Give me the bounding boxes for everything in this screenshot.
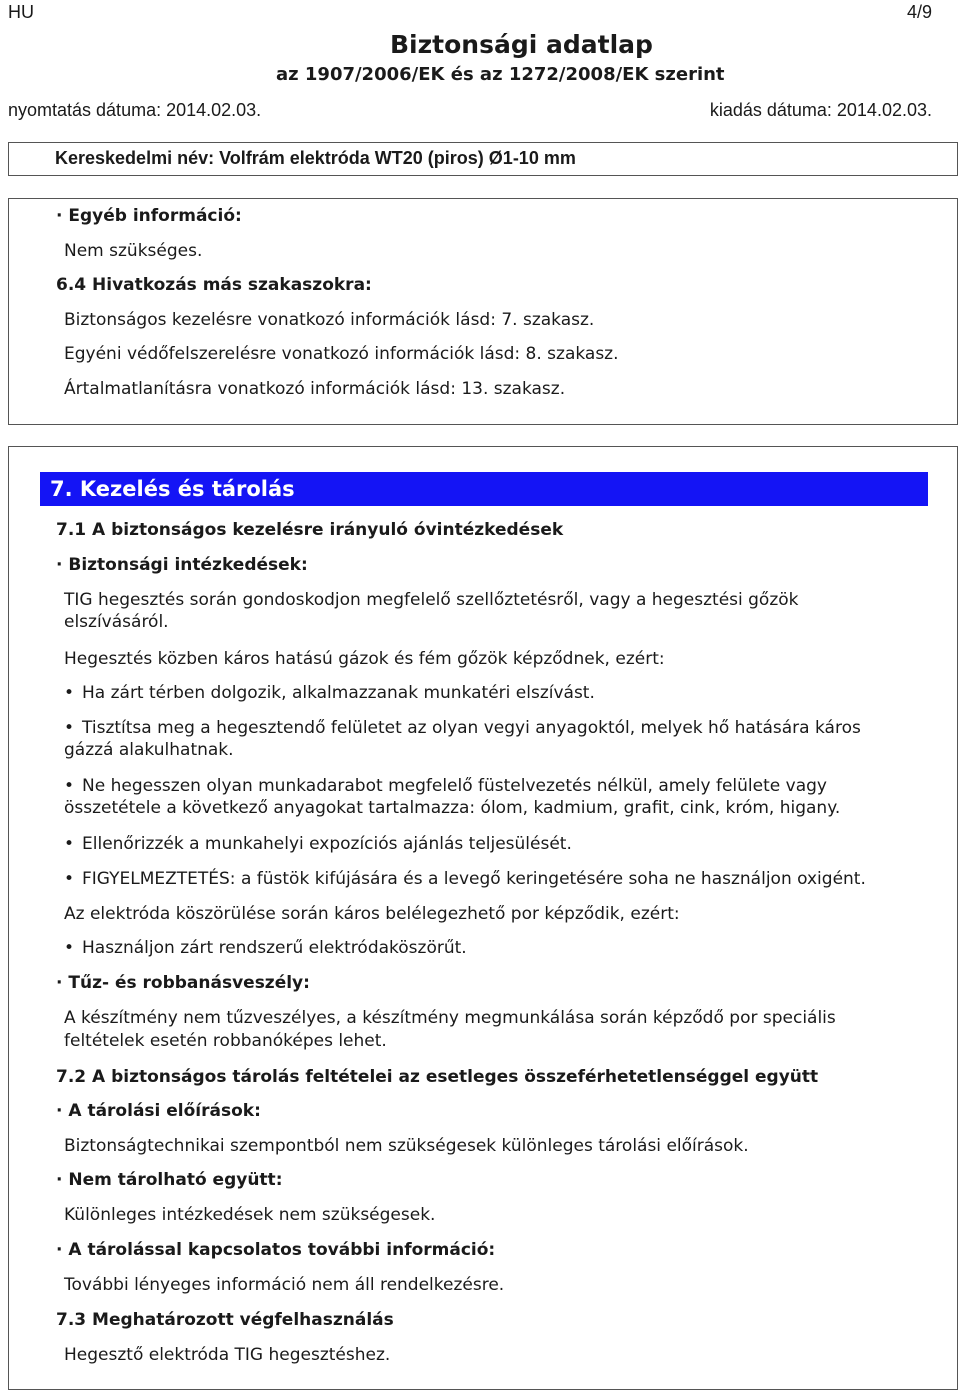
- bullet-fume-line-2: összetétele a következő anyagokat tartalmazza: ólom, kadmium, grafit, cink, króm, higany.: [64, 798, 841, 818]
- incompatible-storage-text: Különleges intézkedések nem szükségesek.: [64, 1205, 436, 1225]
- section-7-title: 7. Kezelés és tárolás: [50, 477, 295, 501]
- bullet-exposure: • Ellenőrizzék a munkahelyi expozíciós ajánlás teljesülését.: [82, 833, 572, 855]
- storage-requirements-label: · A tárolási előírások:: [56, 1101, 261, 1121]
- print-date: nyomtatás dátuma: 2014.02.03.: [8, 100, 262, 120]
- bullet-grinder: • Használjon zárt rendszerű elektródaköszörűt.: [82, 937, 467, 959]
- reference-line-protection: Egyéni védőfelszerelésre vonatkozó információk lásd: 8. szakasz.: [64, 344, 619, 364]
- further-storage-info-label: · A tárolással kapcsolatos további információ:: [56, 1240, 496, 1260]
- section-7-2-heading: 7.2 A biztonságos tárolás feltételei az esetleges összeférhetetlenséggel együtt: [56, 1067, 819, 1087]
- document-subtitle: az 1907/2006/EK és az 1272/2008/EK szerint: [276, 64, 725, 85]
- reference-line-disposal: Ártalmatlanításra vonatkozó információk lásd: 13. szakasz.: [64, 379, 566, 399]
- bullet-clean-surface-line-1: • Tisztítsa meg a hegesztendő felületet az olyan vegyi anyagoktól, melyek hő hatására káros: [82, 717, 861, 739]
- section-7-title-bar: [40, 472, 928, 506]
- section-7-1-heading: 7.1 A biztonságos kezelésre irányuló óvintézkedések: [56, 520, 564, 540]
- fire-line-1: A készítmény nem tűzveszélyes, a készítmény megmunkálása során képződő por speciális: [64, 1008, 836, 1028]
- further-storage-info-text: További lényeges információ nem áll rendelkezésre.: [64, 1275, 505, 1295]
- trade-name-box: [8, 142, 958, 176]
- other-info-text: Nem szükséges.: [64, 241, 203, 261]
- bullet-fume-line-1: • Ne hegesszen olyan munkadarabot megfelelő füstelvezetés nélkül, amely felülete vagy: [82, 775, 827, 797]
- bullet-extraction: • Ha zárt térben dolgozik, alkalmazzanak munkatéri elszívást.: [82, 682, 595, 704]
- storage-requirements-text: Biztonságtechnikai szempontból nem szükségesek különleges tárolási előírások.: [64, 1136, 749, 1156]
- trade-name: Kereskedelmi név: Volfrám elektróda WT20 (piros) Ø1-10 mm: [55, 148, 576, 168]
- section-7-3-text: Hegesztő elektróda TIG hegesztéshez.: [64, 1345, 391, 1365]
- page-number: 4/9: [906, 2, 932, 22]
- issue-date: kiadás dátuma: 2014.02.03.: [709, 100, 932, 120]
- bullet-clean-surface-line-2: gázzá alakulhatnak.: [64, 740, 234, 760]
- bullet-warning-oxygen: • FIGYELMEZTETÉS: a füstök kifújására és a levegő keringetésére soha ne használjon oxigént.: [82, 868, 866, 890]
- grinding-intro: Az elektróda köszörülése során káros belélegezhető por képződik, ezért:: [64, 904, 680, 924]
- tig-line-2: elszívásáról.: [64, 612, 169, 632]
- welding-intro: Hegesztés közben káros hatású gázok és fém gőzök képződnek, ezért:: [64, 649, 665, 669]
- fire-explosion-label: · Tűz- és robbanásveszély:: [56, 973, 310, 993]
- tig-line-1: TIG hegesztés során gondoskodjon megfelelő szellőztetésről, vagy a hegesztési gőzök: [64, 590, 799, 610]
- incompatible-storage-label: · Nem tárolható együtt:: [56, 1170, 283, 1190]
- other-info-label: · Egyéb információ:: [56, 206, 242, 226]
- document-title: Biztonsági adatlap: [390, 30, 653, 59]
- safety-measures-label: · Biztonsági intézkedések:: [56, 555, 308, 575]
- fire-line-2: feltételek esetén robbanóképes lehet.: [64, 1031, 387, 1051]
- language-code: HU: [8, 2, 34, 22]
- reference-heading: 6.4 Hivatkozás más szakaszokra:: [56, 275, 372, 295]
- reference-line-handling: Biztonságos kezelésre vonatkozó információk lásd: 7. szakasz.: [64, 310, 595, 330]
- section-7-3-heading: 7.3 Meghatározott végfelhasználás: [56, 1310, 394, 1330]
